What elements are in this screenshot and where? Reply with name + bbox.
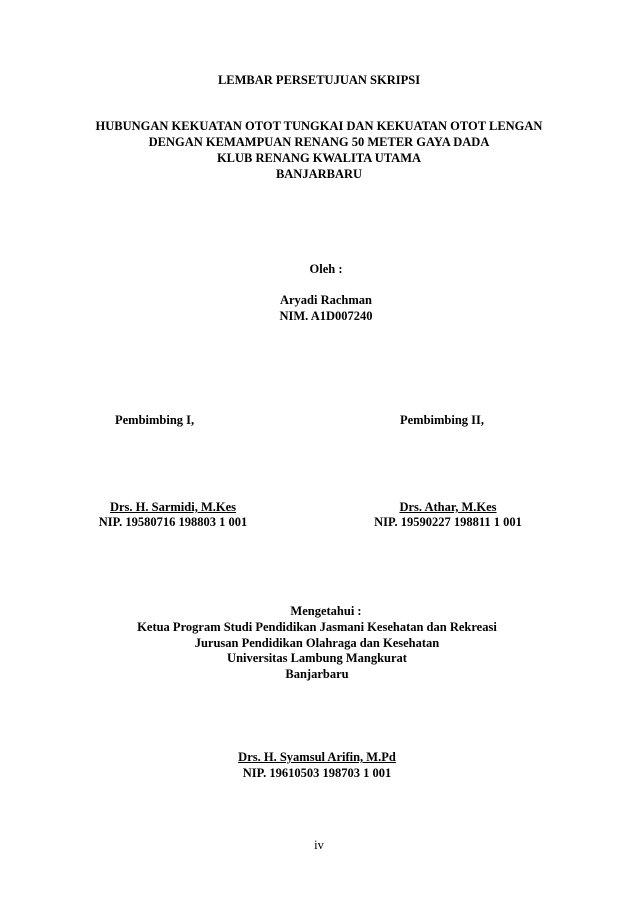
supervisor-1-signature (93, 500, 253, 530)
page-number: iv (314, 838, 324, 852)
approver-nip: NIP. 19610503 198703 1 001 (242, 766, 392, 780)
supervisor-1-role: Pembimbing I, (115, 413, 195, 427)
approval-line-4: Banjarbaru (285, 667, 349, 681)
thesis-title-line-3: KLUB RENANG KWALITA UTAMA (216, 151, 422, 165)
supervisor-1-name: Drs. H. Sarmidi, M.Kes (109, 500, 237, 514)
approval-line-2: Jurusan Pendidikan Olahraga dan Kesehatan (194, 636, 440, 650)
approval-line-1: Ketua Program Studi Pendidikan Jasmani Kesehatan dan Rekreasi (137, 620, 497, 634)
author-name: Aryadi Rachman (279, 293, 373, 307)
supervisor-2-role: Pembimbing II, (400, 413, 485, 427)
thesis-title (60, 118, 578, 182)
author-nim: NIM. A1D007240 (279, 309, 373, 323)
thesis-title-line-2: DENGAN KEMAMPUAN RENANG 50 METER GAYA DADA (148, 135, 490, 149)
page-title: LEMBAR PERSETUJUAN SKRIPSI (217, 73, 421, 87)
supervisor-2-nip: NIP. 19590227 198811 1 001 (374, 515, 522, 529)
approval-label: Mengetahui : (290, 604, 362, 618)
supervisor-2-name: Drs. Athar, M.Kes (399, 500, 497, 514)
thesis-title-line-1: HUBUNGAN KEKUATAN OTOT TUNGKAI DAN KEKUATAN OTOT LENGAN (95, 119, 543, 133)
approval-line-3: Universitas Lambung Mangkurat (227, 651, 407, 665)
supervisor-1-nip: NIP. 19580716 198803 1 001 (98, 515, 248, 529)
by-label: Oleh : (309, 262, 343, 276)
supervisor-2-signature (368, 500, 528, 530)
thesis-title-line-4: BANJARBARU (275, 167, 363, 181)
approver-name: Drs. H. Syamsul Arifin, M.Pd (238, 750, 396, 764)
